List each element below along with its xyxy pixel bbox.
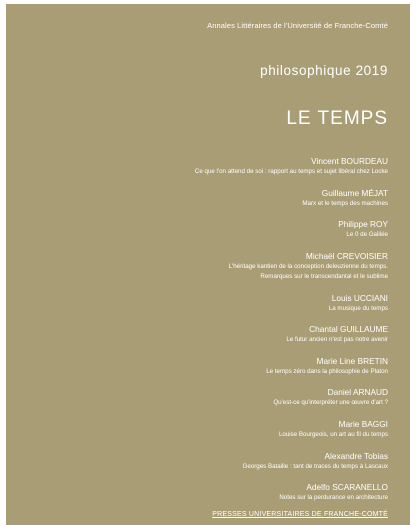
article-title: Notes sur la perdurance en architecture: [279, 494, 388, 502]
contents-entry: [88, 219, 388, 239]
contents-entry: [88, 419, 388, 439]
author-name: Guillaume MÉJAT: [321, 187, 388, 198]
contents-entry: [88, 324, 388, 344]
author-name: Louis UCCIANI: [331, 292, 388, 303]
contents-entry: [88, 251, 388, 281]
book-cover: [6, 4, 410, 525]
article-title: Louise Bourgeois, un art au fil du temps: [278, 430, 388, 438]
journal-name: philosophique 2019: [260, 63, 388, 78]
contents-entry: [88, 293, 388, 313]
publisher-name: PRESSES UNIVERSITAIRES DE FRANCHE-COMTÉ: [212, 511, 388, 518]
contents-entry: [88, 387, 388, 407]
article-title: Le 0 de Galilée: [346, 231, 388, 239]
contents-entry: [88, 482, 388, 502]
author-name: Philippe ROY: [338, 219, 388, 230]
article-title: Ce que l'on attend de soi : rapport au temps et sujet libéral chez Locke: [194, 168, 388, 175]
author-name: Vincent BOURDEAU: [311, 156, 388, 166]
author-name: Marie Line BRETIN: [316, 355, 388, 366]
article-title: Georges Bataille : tant de traces du temps à Lascaux: [242, 462, 388, 470]
contents-entry: [88, 156, 388, 176]
article-title: Qu'est-ce qu'interpréter une œuvre d'art ?: [273, 399, 388, 407]
article-title: Marx et le temps des machines: [302, 199, 388, 207]
author-name: Alexandre Tobias: [324, 450, 388, 461]
author-name: Daniel ARNAUD: [327, 387, 388, 398]
series-title: Annales Littéraires de l'Université de Franche-Comté: [207, 21, 388, 30]
contents-entry: [88, 356, 388, 376]
contents-entry: [88, 451, 388, 471]
author-name: Michaël CREVOISIER: [305, 250, 388, 261]
table-of-contents: [88, 156, 388, 514]
article-title: Le temps zéro dans la philosophie de Platon: [266, 367, 388, 375]
article-title: Le futur ancien n'est pas notre avenir: [286, 336, 388, 344]
cover-title: LE TEMPS: [286, 108, 388, 129]
contents-entry: [88, 188, 388, 208]
article-subtitle: Remarques sur le transcendantal et le sublime: [260, 272, 388, 280]
article-title: La musique du temps: [328, 304, 388, 312]
author-name: Adelfo SCARANELLO: [306, 482, 388, 493]
author-name: Chantal GUILLAUME: [309, 324, 388, 335]
author-name: Marie BAGGI: [338, 418, 388, 429]
article-title: L'héritage kantien de la conception deleuzienne du temps.: [228, 262, 388, 270]
